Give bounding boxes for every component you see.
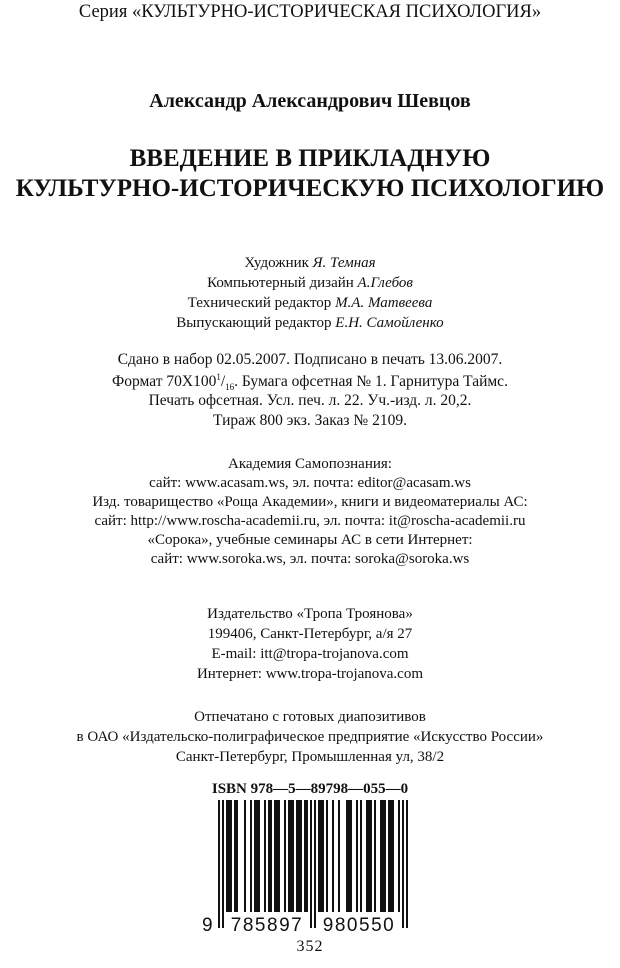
barcode-bar (254, 800, 260, 912)
credit-person: А.Глебов (357, 275, 413, 291)
format-prefix: Формат 70Х100 (112, 373, 217, 390)
barcode-bar (218, 800, 220, 928)
publisher-line: 199406, Санкт-Петербург, а/я 27 (207, 626, 413, 642)
barcode-bar (288, 800, 294, 912)
format-numerator: 1 (216, 372, 221, 382)
imprint-format (0, 372, 620, 392)
credit-role: Выпускающий редактор (176, 315, 332, 331)
barcode-bar (338, 800, 340, 912)
barcode-bar (274, 800, 280, 912)
barcode-bar (388, 800, 394, 912)
format-suffix: . Бумага офсетная № 1. Гарнитура Таймс. (234, 373, 508, 390)
book-title-line-2: КУЛЬТУРНО-ИСТОРИЧЕСКУЮ ПСИХОЛОГИЮ (15, 175, 605, 202)
credit-designer (0, 275, 620, 292)
series-title: Серия «КУЛЬТУРНО-ИСТОРИЧЕСКАЯ ПСИХОЛОГИЯ» (78, 2, 542, 22)
credit-tech-editor (0, 295, 620, 312)
barcode-bar (402, 800, 404, 928)
barcode-bar (284, 800, 286, 912)
page-number: 352 (296, 938, 324, 955)
barcode-bar (374, 800, 376, 912)
barcode-bar (366, 800, 372, 912)
imprint-run-info: Тираж 800 экз. Заказ № 2109. (213, 412, 407, 429)
book-title-line-1: ВВЕДЕНИЕ В ПРИКЛАДНУЮ (129, 145, 491, 172)
barcode-bar (250, 800, 252, 912)
printer-line: Отпечатано с готовых диапозитивов (194, 709, 426, 725)
barcode-bar (380, 800, 386, 912)
barcode-bar (296, 800, 302, 912)
barcode-bar (234, 800, 238, 912)
barcode-bar (326, 800, 328, 912)
barcode-left-digits: 785897 (230, 915, 304, 935)
barcode-bar (304, 800, 308, 912)
org-line: сайт: www.soroka.ws, эл. почта: soroka@soroka.ws (150, 551, 470, 567)
barcode-bar (226, 800, 232, 912)
barcode-bar (360, 800, 362, 912)
org-line: сайт: http://www.roscha-academii.ru, эл. почта: it@roscha-academii.ru (94, 513, 526, 529)
credit-person: Е.Н. Самойленко (335, 315, 444, 331)
publisher-line: Интернет: www.tropa-trojanova.com (196, 666, 424, 682)
org-line: сайт: www.acasam.ws, эл. почта: editor@acasam.ws (149, 475, 471, 491)
isbn-barcode (198, 800, 428, 935)
publisher-line: Издательство «Тропа Троянова» (207, 606, 413, 622)
barcode-bar (398, 800, 400, 912)
imprint-dates: Сдано в набор 02.05.2007. Подписано в печать 13.06.2007. (117, 351, 503, 368)
barcode-bar (268, 800, 272, 912)
credit-role: Технический редактор (187, 295, 332, 311)
printer-line: Санкт-Петербург, Промышленная ул, 38/2 (175, 749, 445, 765)
barcode-bar (356, 800, 358, 912)
org-line: Академия Самопознания: (228, 456, 392, 472)
author-name: Александр Александрович Шевцов (149, 90, 471, 112)
credit-managing-editor (0, 315, 620, 332)
barcode-right-digits: 980550 (322, 915, 396, 935)
credit-role: Художник (244, 255, 309, 271)
barcode-bar (310, 800, 312, 928)
credit-person: М.А. Матвеева (335, 295, 433, 311)
credit-person: Я. Темная (312, 255, 376, 271)
barcode-bar (318, 800, 324, 912)
format-slash: / (220, 373, 226, 390)
credit-artist (0, 255, 620, 272)
org-line: Изд. товарищество «Роща Академии», книги и видеоматериалы АС: (92, 494, 528, 510)
barcode-graphic (198, 800, 428, 935)
isbn-label: ISBN 978—5—89798—055—0 (211, 781, 409, 797)
barcode-bar (314, 800, 316, 928)
imprint-print-info: Печать офсетная. Усл. печ. л. 22. Уч.-изд. л. 20,2. (148, 392, 472, 409)
credit-role: Компьютерный дизайн (207, 275, 354, 291)
barcode-bar (346, 800, 352, 912)
barcode-first-digit: 9 (202, 915, 213, 935)
printer-line: в ОАО «Издательско-полиграфическое предприятие «Искусство России» (76, 729, 544, 745)
barcode-bar (264, 800, 266, 912)
format-denominator: 16 (225, 382, 235, 392)
barcode-bar (244, 800, 246, 912)
barcode-bar (332, 800, 334, 912)
publisher-line: E-mail: itt@tropa-trojanova.com (211, 646, 409, 662)
barcode-bar (406, 800, 408, 928)
org-line: «Сорока», учебные семинары АС в сети Интернет: (147, 532, 473, 548)
barcode-bar (222, 800, 224, 928)
